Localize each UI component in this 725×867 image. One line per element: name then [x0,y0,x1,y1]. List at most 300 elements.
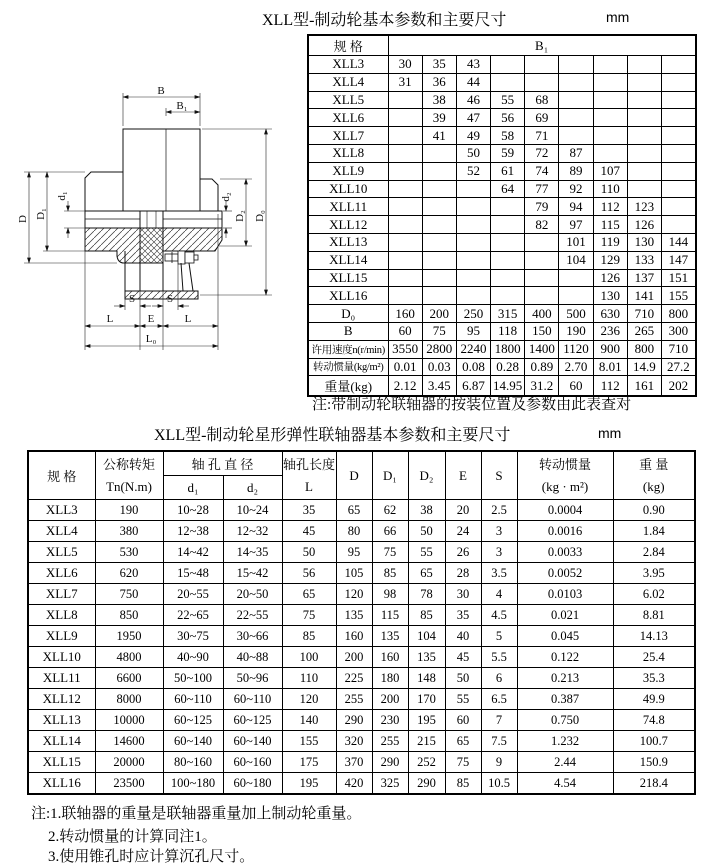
table1-cell: 800 [627,340,661,358]
table1-cell: 77 [525,180,559,198]
table1-row-label: 重量(kg) [308,376,388,397]
table2-cell: 35 [445,605,481,626]
table1-cell: 14.95 [491,376,525,397]
table2-cell: 160 [336,626,372,647]
table1-cell: 400 [525,305,559,323]
table2-cell: 26 [445,542,481,563]
table1-cell: 112 [593,198,627,216]
table1-row-label: XLL7 [308,127,388,145]
table1-cell: 71 [525,127,559,145]
table2-cell: 20~50 [223,584,282,605]
table1-cell: 900 [593,340,627,358]
header-weight [613,451,695,500]
table1-cell [627,144,661,162]
table2-row-label: XLL4 [28,521,95,542]
table2-row-label: XLL3 [28,500,95,521]
table1-cell: 75 [422,322,456,340]
table1-cell [456,180,490,198]
table1-cell: 137 [627,269,661,287]
table1-cell [491,269,525,287]
table1-cell: 126 [593,269,627,287]
table2-row-label: XLL10 [28,647,95,668]
table2-cell: 4800 [95,647,163,668]
table1-cell: 47 [456,109,490,127]
table2-cell: 5 [481,626,517,647]
table2-cell: 65 [408,563,445,584]
table1-cell: 79 [525,198,559,216]
dim-d2: d₂ [220,192,232,202]
table2-cell: 60~160 [223,752,282,773]
table2-cell: 180 [372,668,408,689]
table1-cell [627,73,661,91]
table1-row [308,340,696,358]
table1-cell [388,198,422,216]
table1-cell: 141 [627,287,661,305]
table1-cell [627,109,661,127]
table1-cell: 92 [559,180,593,198]
table2-cell: 62 [372,500,408,521]
table2-cell: 5.5 [481,647,517,668]
table2-cell: 8.81 [613,605,695,626]
table1-cell [422,198,456,216]
table2-cell: 22~55 [223,605,282,626]
table2-row-label: XLL8 [28,605,95,626]
table2-cell: 380 [95,521,163,542]
table1-cell: 35 [422,56,456,74]
dim-d1: d₁ [56,191,68,201]
table2-cell: 66 [372,521,408,542]
table1-row [308,233,696,251]
table1-cell: 36 [422,73,456,91]
dim-L-left: L [106,313,114,325]
table2-row-label: XLL11 [28,668,95,689]
table1-cell: 58 [491,127,525,145]
table1-cell [491,198,525,216]
table2-cell: 30~75 [163,626,223,647]
table2-cell: 100~180 [163,773,223,795]
table1-cell [422,162,456,180]
table2-cell: 200 [372,689,408,710]
table1-cell: 68 [525,91,559,109]
table2-cell: 9 [481,752,517,773]
table1-cell [627,91,661,109]
table2-row [28,626,695,647]
table1-cell [388,127,422,145]
table1-row-label: XLL3 [308,56,388,74]
table2-cell: 1.84 [613,521,695,542]
table1-row [308,269,696,287]
table1-cell [559,91,593,109]
table2-cell: 6600 [95,668,163,689]
table1-cell: 2800 [422,340,456,358]
table2-cell: 7.5 [481,731,517,752]
table1-header-row [308,35,696,56]
table1-cell: 236 [593,322,627,340]
table1-cell: 82 [525,216,559,234]
table1-cell [525,73,559,91]
table1-cell: 123 [627,198,661,216]
table2-cell: 35 [282,500,336,521]
table1-row-label: 许用速度n(r/min) [308,340,388,358]
table2-cell: 0.0103 [517,584,613,605]
table1-cell: 14.9 [627,358,661,376]
table1-cell: 115 [593,216,627,234]
table1-cell: 0.28 [491,358,525,376]
table1-cell [388,251,422,269]
table2-cell: 100 [282,647,336,668]
table1-row [308,305,696,323]
table2-cell: 110 [282,668,336,689]
table2-cell: 290 [372,752,408,773]
table1-cell: 2.12 [388,376,422,397]
table1-cell: 119 [593,233,627,251]
table1-cell: 56 [491,109,525,127]
table1-cell [422,144,456,162]
table1-cell [456,251,490,269]
table2-cell: 60~140 [163,731,223,752]
table1-row [308,127,696,145]
table2-cell: 80 [336,521,372,542]
table1-cell [662,216,696,234]
table1-cell [422,180,456,198]
table2-cell: 95 [336,542,372,563]
table1-row-label: XLL8 [308,144,388,162]
table2-cell: 35.3 [613,668,695,689]
table2-row-label: XLL14 [28,731,95,752]
table2-cell: 4.5 [481,605,517,626]
table1-cell: 39 [422,109,456,127]
table1-cell: 72 [525,144,559,162]
table2-cell: 45 [445,647,481,668]
table1-cell: 3.45 [422,376,456,397]
table1-cell [491,216,525,234]
table1-cell: 315 [491,305,525,323]
header-E: E [445,451,481,500]
table1-cell: 265 [627,322,661,340]
table2-cell: 10.5 [481,773,517,795]
table2-cell: 60~125 [223,710,282,731]
table1-cell: 38 [422,91,456,109]
table1-cell: 1400 [525,340,559,358]
table2-row-label: XLL9 [28,626,95,647]
table1-cell [456,233,490,251]
table1-cell: 126 [627,216,661,234]
table2-row-label: XLL6 [28,563,95,584]
table1-cell: 41 [422,127,456,145]
table2-row [28,542,695,563]
table1-cell: 0.08 [456,358,490,376]
table1-row-label: D₀ [308,305,388,323]
header-d1: d₁ [163,476,223,500]
table2-cell: 56 [282,563,336,584]
table1-cell: 300 [662,322,696,340]
table1-row [308,162,696,180]
table2-row [28,710,695,731]
table1-cell [593,144,627,162]
table1-cell: 31.2 [525,376,559,397]
table1-cell: 2240 [456,340,490,358]
table1-cell [662,144,696,162]
table2-cell: 850 [95,605,163,626]
table1-cell [525,56,559,74]
table2-cell: 290 [336,710,372,731]
table2-cell: 50 [408,521,445,542]
table1-row [308,358,696,376]
table2-cell: 120 [282,689,336,710]
table1-cell [559,109,593,127]
table2-cell: 6.5 [481,689,517,710]
table2-cell: 85 [408,605,445,626]
table1-cell: 30 [388,56,422,74]
table2-cell: 10~28 [163,500,223,521]
table2-cell: 60~110 [163,689,223,710]
table2-cell: 65 [336,500,372,521]
table1-cell: 190 [559,322,593,340]
table2-cell: 230 [372,710,408,731]
table2-header-row-1 [28,451,695,476]
table1-cell: 202 [662,376,696,397]
table1-cell: 133 [627,251,661,269]
header-bore-length [282,451,336,500]
table2-cell: 50~100 [163,668,223,689]
header-d2: d₂ [223,476,282,500]
table2-cell: 45 [282,521,336,542]
header-S: S [481,451,517,500]
table1-cell [559,269,593,287]
table1-cell [525,251,559,269]
table2-cell: 320 [336,731,372,752]
dim-D0: D₀ [254,210,266,222]
table2-row [28,563,695,584]
table1-cell: 50 [456,144,490,162]
table1-cell: 710 [627,305,661,323]
table2-cell: 290 [408,773,445,795]
footnote-3: 3.使用锥孔时应计算沉孔尺寸。 [48,849,255,865]
table2-cell: 200 [336,647,372,668]
table1-cell: 49 [456,127,490,145]
table1-cell: 8.01 [593,358,627,376]
table1-cell [662,127,696,145]
table1-cell: 630 [593,305,627,323]
table1-cell: 31 [388,73,422,91]
table2-cell: 0.90 [613,500,695,521]
table2-cell: 60~110 [223,689,282,710]
table2-cell: 60~125 [163,710,223,731]
table1-cell [627,127,661,145]
table2-cell: 3.95 [613,563,695,584]
table1-row [308,180,696,198]
table2-cell: 2.44 [517,752,613,773]
table1-cell [593,91,627,109]
table1-cell: 130 [593,287,627,305]
table1-cell: 0.01 [388,358,422,376]
header-bore-diameter: 轴 孔 直 径 [163,451,282,476]
header-torque-line2: Tn(N.m) [106,478,152,494]
header-inertia [517,451,613,500]
table2-cell: 74.8 [613,710,695,731]
dim-S-right: S [166,293,174,305]
table1-cell [559,127,593,145]
table2-cell: 85 [282,626,336,647]
table1-cell: 200 [422,305,456,323]
table1-cell [422,251,456,269]
table1-row [308,287,696,305]
table2-cell: 0.0004 [517,500,613,521]
table1-cell: 0.89 [525,358,559,376]
table2-cell: 2.84 [613,542,695,563]
table2-unit: mm [598,425,622,441]
table1-cell: 55 [491,91,525,109]
table2-cell: 218.4 [613,773,695,795]
table2-cell: 15~42 [223,563,282,584]
dim-L0: L₀ [145,333,157,345]
table2-cell: 8000 [95,689,163,710]
table2-cell: 20000 [95,752,163,773]
table1-cell [491,233,525,251]
table2-cell: 14~42 [163,542,223,563]
table1-cell: 250 [456,305,490,323]
table2-cell: 12~38 [163,521,223,542]
table1-cell [662,162,696,180]
table2-cell: 1.232 [517,731,613,752]
footnote-2: 2.转动惯量的计算同注1。 [48,829,217,845]
table1-cell [388,233,422,251]
table1-cell [662,109,696,127]
table2-cell: 750 [95,584,163,605]
table1-cell [525,287,559,305]
table2-cell: 225 [336,668,372,689]
table1-row [308,198,696,216]
table1-cell: 59 [491,144,525,162]
table2-cell: 24 [445,521,481,542]
table1-cell: 147 [662,251,696,269]
table2-cell: 60 [445,710,481,731]
table2-cell: 60~180 [223,773,282,795]
table1-cell: 500 [559,305,593,323]
table1-cell: 94 [559,198,593,216]
table2-cell: 60~140 [223,731,282,752]
table1-cell: 69 [525,109,559,127]
table1-cell [422,233,456,251]
table2-cell: 40~88 [223,647,282,668]
table2-cell: 3 [481,521,517,542]
table2-cell: 98 [372,584,408,605]
table1-row-label: XLL12 [308,216,388,234]
table2-cell: 190 [95,500,163,521]
table1-row-label: XLL10 [308,180,388,198]
table2-cell: 75 [445,752,481,773]
table1-cell [627,180,661,198]
table1-cell: 0.03 [422,358,456,376]
table1-cell [593,109,627,127]
table1-cell [491,287,525,305]
table2-cell: 255 [372,731,408,752]
table1-cell: 150 [525,322,559,340]
table2-cell: 135 [408,647,445,668]
table2-cell: 85 [445,773,481,795]
table2-row [28,752,695,773]
table2-cell: 1950 [95,626,163,647]
table2-cell: 25.4 [613,647,695,668]
table1-cell [388,162,422,180]
table1-cell [525,233,559,251]
table1-row-label: XLL9 [308,162,388,180]
table1-row-label: XLL13 [308,233,388,251]
table2-cell: 530 [95,542,163,563]
table2-cell: 40 [445,626,481,647]
table2-cell: 0.122 [517,647,613,668]
table2-row [28,584,695,605]
header-D1: D₁ [372,451,408,500]
table1-cell: 60 [559,376,593,397]
table1-cell: 60 [388,322,422,340]
table1-cell: 144 [662,233,696,251]
table1-cell [422,216,456,234]
table2-cell: 38 [408,500,445,521]
table2-cell: 3 [481,542,517,563]
table1-cell [491,251,525,269]
table1-cell: 151 [662,269,696,287]
table2-cell: 195 [408,710,445,731]
table1-spec-header: 规 格 [308,35,388,56]
table1-cell: 101 [559,233,593,251]
table2-cell: 0.0052 [517,563,613,584]
table1-cell: 104 [559,251,593,269]
table2-cell: 195 [282,773,336,795]
table2-cell: 15~48 [163,563,223,584]
table2-cell: 85 [372,563,408,584]
table1-cell [525,269,559,287]
table1-row-label: XLL11 [308,198,388,216]
table1-cell [422,287,456,305]
table2-row-label: XLL13 [28,710,95,731]
table2-cell: 50 [282,542,336,563]
table1-cell: 64 [491,180,525,198]
table2-cell: 215 [408,731,445,752]
table1-cell: 155 [662,287,696,305]
table2-cell: 420 [336,773,372,795]
table2-cell: 120 [336,584,372,605]
dim-B: B [157,85,165,97]
table2-cell: 4.54 [517,773,613,795]
table1-cell [593,56,627,74]
table2-cell: 0.0033 [517,542,613,563]
table2-cell: 80~160 [163,752,223,773]
table1-cell [491,73,525,91]
table1-title: XLL型-制动轮基本参数和主要尺寸 [262,12,507,29]
header-inertia-line2: (kg · m²) [541,478,589,494]
table1-cell: 710 [662,340,696,358]
table1-cell [662,180,696,198]
table1-cell [559,73,593,91]
table2-cell: 14.13 [613,626,695,647]
table1-cell [388,287,422,305]
table1-row-label: XLL14 [308,251,388,269]
table2-cell: 30 [445,584,481,605]
table2-cell: 50~96 [223,668,282,689]
table1-cell [456,198,490,216]
table1-row [308,73,696,91]
header-torque-line1: 公称转矩 [102,456,155,472]
table1-cell [388,269,422,287]
table2-row-label: XLL5 [28,542,95,563]
table2-cell: 4 [481,584,517,605]
table2-cell: 0.0016 [517,521,613,542]
table1-row-label: XLL4 [308,73,388,91]
brake-wheel-table [307,34,697,397]
table2-row-label: XLL15 [28,752,95,773]
table2-cell: 105 [336,563,372,584]
